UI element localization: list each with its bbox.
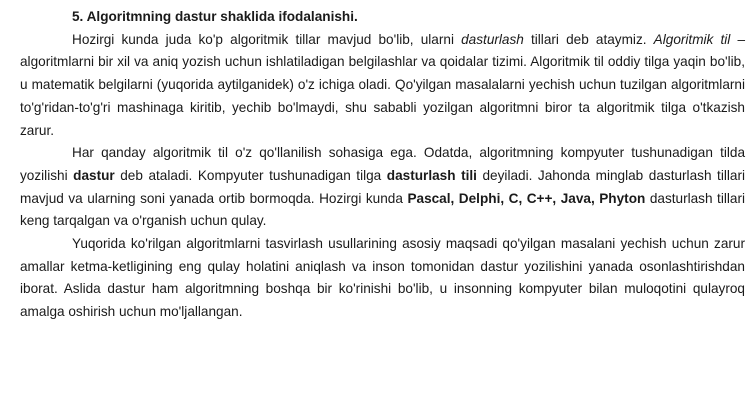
paragraph-3 [20, 233, 745, 324]
bold-term-dasturlash-tili: dasturlash tili [386, 167, 477, 183]
paragraph-2 [20, 142, 745, 233]
text-run: tillari deb ataymiz. [523, 31, 654, 47]
text-run: Har qanday algoritmik til o'z qo'llanilish sohasiga ega. Odatda, algoritmning kompyuter tushunadigan tilda yozilishi [20, 145, 745, 183]
bold-term-dastur: dastur [73, 167, 115, 183]
italic-term-dasturlash: dasturlash [461, 31, 524, 47]
text-run: – algoritmlarni bir xil va aniq yozish uchun ishlatiladigan belgilashlar va qoidalar tizimi. Algoritmik til oddiy tilga yaqin bo'lib, u matematik belgilarni (yuqorida aytilganidek) o'z ichiga oladi. Qo'yilgan masalalarni yechish uchun tuzilgan algoritmlarni to'g'ridan-to'g'ri mashinaga kiritib, yechib bo'lmaydi, shu sababli yozilgan algoritmni biror ta algoritmik tilga o'tkazish zarur. [20, 31, 746, 138]
text-run: Hozirgi kunda juda ko'p algoritmik tillar mavjud bo'lib, ularni [72, 31, 462, 47]
text-run: deyiladi. Jahonda minglab dasturlash tillari mavjud va ularning soni yanada ortib bormoqda. Hozirgi kunda [20, 167, 745, 206]
italic-term-algoritmik-til: Algoritmik til [653, 31, 731, 47]
text-run: dasturlash tillari keng tarqalgan va o'rganish uchun qulay. [20, 190, 745, 229]
section-heading: 5. Algoritmning dastur shaklida ifodalanishi. [72, 9, 358, 24]
text-run: deb ataladi. Kompyuter tushunadigan tilga [114, 167, 387, 183]
text-run: Yuqorida ko'rilgan algoritmlarni tasvirlash usullarining asosiy maqsadi qo'yilgan masalani yechish uchun zarur amallar ketma-ketligining eng qulay holatini aniqlash va inson tomonidan dastur yozilishini yanada osonlashtirishdan iborat. Aslida dastur ham algoritmning boshqa bir ko'rinishi bo'lib, u insonning kompyuter bilan muloqotini qulayroq amalga oshirish uchun mo'ljallangan. [20, 236, 745, 320]
bold-language-list: Pascal, Delphi, C, C++, Java, Phyton [407, 190, 646, 206]
paragraph-1 [20, 29, 745, 143]
